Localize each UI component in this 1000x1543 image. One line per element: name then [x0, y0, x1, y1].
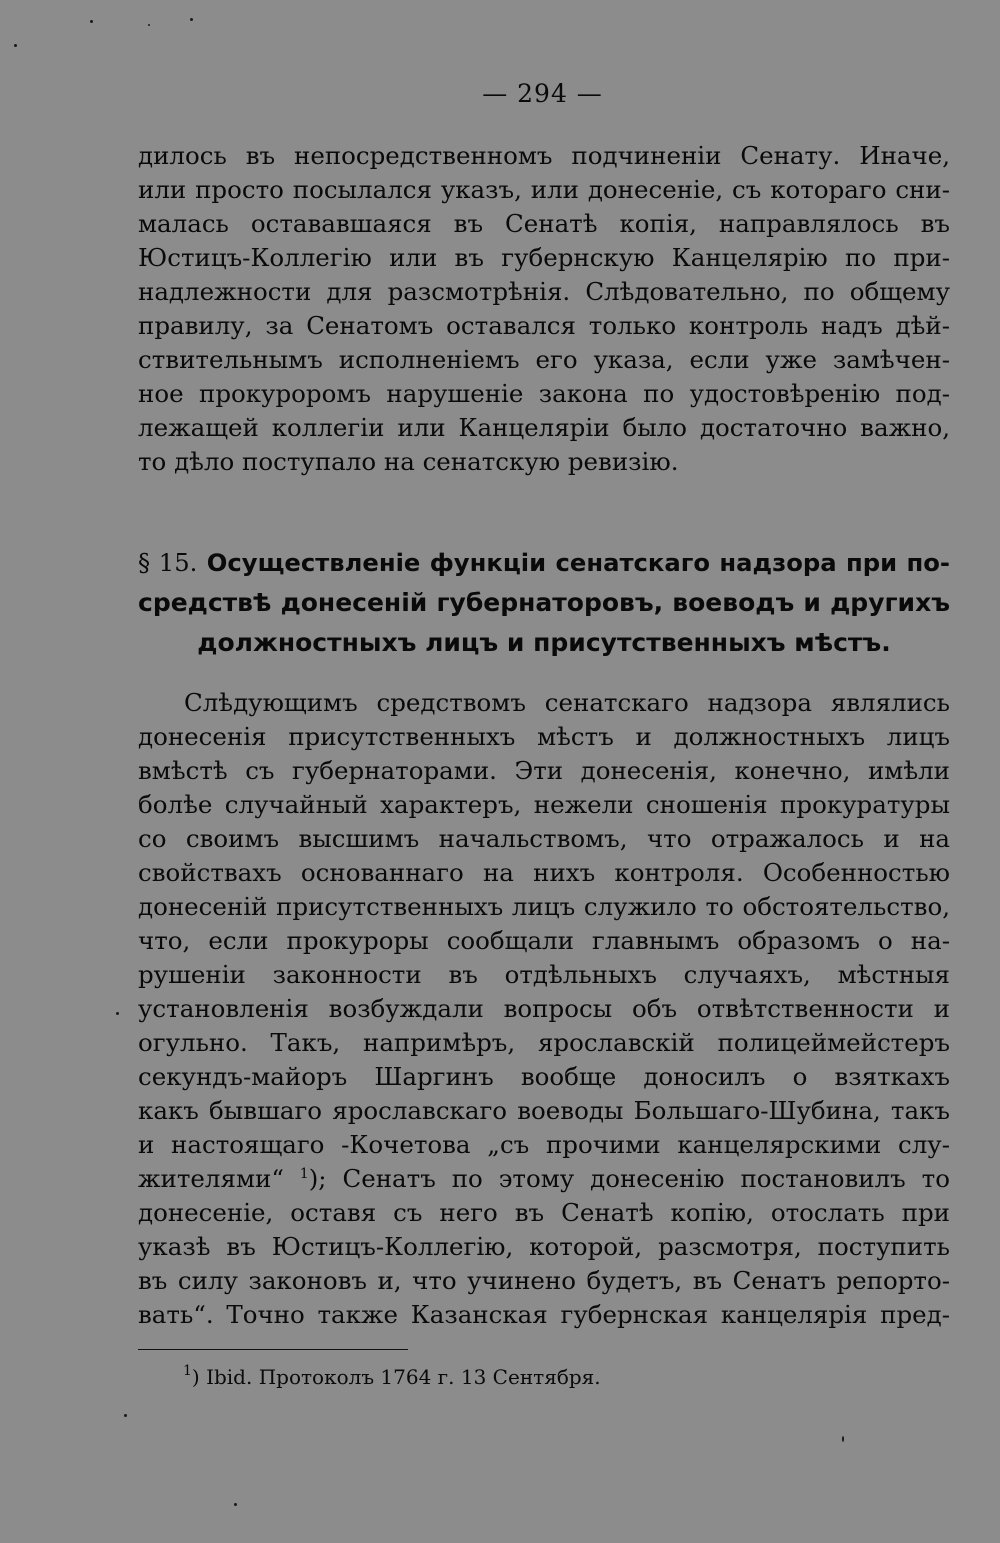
heading-line: должностныхъ лицъ и присутственныхъ мѣстъ. — [197, 628, 891, 657]
scan-speck — [124, 1414, 127, 1417]
text-line: дилось въ непосредственномъ подчиненіи Сенату. Иначе, — [138, 141, 950, 170]
scan-speck — [842, 1436, 844, 1442]
text-line: ствительнымъ исполненіемъ его указа, если уже замѣчен- — [138, 345, 950, 374]
text-line: какъ бывшаго ярославскаго воеводы Большаго-Шубина, такъ — [138, 1096, 950, 1125]
text-line: надлежности для разсмотрѣнія. Слѣдовательно, по общему — [138, 277, 950, 306]
text-line: малась остававшаяся въ Сенатѣ копія, направлялось въ — [138, 209, 950, 238]
text-line: донесеній присутственныхъ лицъ служило то обстоятельство, — [138, 892, 950, 921]
footnote-text: ) Ibid. Протоколъ 1764 г. 13 Сентября. — [191, 1365, 601, 1389]
text-line: вмѣстѣ съ губернаторами. Эти донесенія, конечно, имѣли — [138, 756, 950, 785]
scan-speck — [14, 44, 17, 47]
scan-speck — [234, 1503, 237, 1506]
text-line: указѣ въ Юстицъ-Коллегію, которой, разсмотря, поступить — [138, 1232, 950, 1261]
text-line: то дѣло поступало на сенатскую ревизію. — [138, 447, 679, 476]
scan-speck — [190, 18, 193, 21]
footnote-marker: 1 — [183, 1363, 192, 1379]
text-line: вать“. Точно также Казанская губернская канцелярія пред- — [138, 1300, 950, 1329]
text-line: установленія возбуждали вопросы объ отвѣтственности и — [138, 994, 950, 1023]
scan-speck — [90, 20, 93, 23]
text-line: ное прокуроромъ нарушеніе закона по удостовѣренію под- — [138, 379, 950, 408]
text-line: и настоящаго -Кочетова „съ прочими канцелярскими слу- — [138, 1130, 950, 1159]
footnote-ref: 1 — [299, 1166, 309, 1182]
text-line: правилу, за Сенатомъ оставался только контроль надъ дѣй- — [138, 311, 950, 340]
heading-text: Осуществленіе функціи сенатскаго надзора при по- — [206, 548, 950, 577]
section-heading — [138, 543, 950, 663]
text-line: секундъ-майоръ Шаргинъ вообще доносилъ о взяткахъ — [138, 1062, 950, 1091]
page-number: — 294 — — [482, 79, 603, 108]
text-line: или просто посылался указъ, или донесеніе, съ котораго сни- — [138, 175, 950, 204]
text-segment: жителями“ — [138, 1164, 284, 1193]
paragraph-1 — [138, 139, 950, 479]
heading-line — [138, 543, 950, 583]
footnote-divider — [138, 1349, 408, 1350]
paragraph-2 — [138, 686, 950, 1332]
scan-speck — [116, 1012, 119, 1015]
text-line: Юстицъ-Коллегію или въ губернскую Канцелярію по при- — [138, 243, 950, 272]
text-line: огульно. Такъ, напримѣръ, ярославскій полицеймейстеръ — [138, 1028, 950, 1057]
text-line: донесеніе, оставя съ него въ Сенатѣ копію, отослать при — [138, 1198, 950, 1227]
text-line: въ силу законовъ и, что учинено будетъ, въ Сенатъ репорто- — [138, 1266, 950, 1295]
text-line: донесенія присутственныхъ мѣстъ и должностныхъ лицъ — [138, 722, 950, 751]
text-line: со своимъ высшимъ начальствомъ, что отражалось и на — [138, 824, 950, 853]
text-line: лежащей коллегіи или Канцеляріи было достаточно важно, — [138, 413, 950, 442]
scan-speck — [148, 24, 150, 26]
section-mark: § 15. — [138, 548, 198, 577]
text-line — [138, 1162, 950, 1196]
text-line: свойствахъ основаннаго на нихъ контроля. Особенностью — [138, 858, 950, 887]
text-line: Слѣдующимъ средствомъ сенатскаго надзора являлись — [184, 688, 950, 717]
text-segment: ); Сенатъ по этому донесенію постановилъ то — [308, 1164, 950, 1193]
footnote — [183, 1362, 601, 1392]
text-line: болѣе случайный характеръ, нежели сношенія прокуратуры — [138, 790, 950, 819]
heading-line: средствѣ донесеній губернаторовъ, воеводъ и другихъ — [138, 588, 950, 617]
text-line: рушеніи законности въ отдѣльныхъ случаяхъ, мѣстныя — [138, 960, 950, 989]
text-line: что, если прокуроры сообщали главнымъ образомъ о на- — [138, 926, 950, 955]
